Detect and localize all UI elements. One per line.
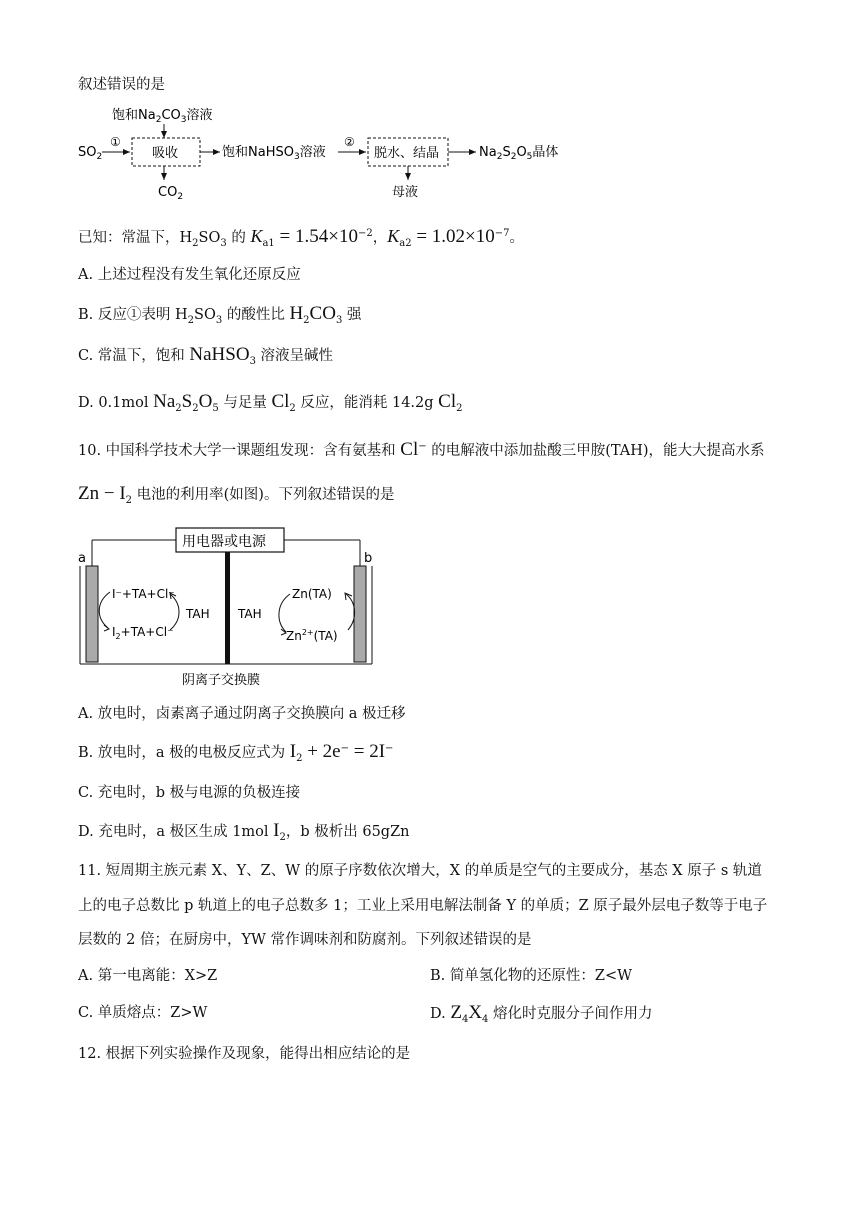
q11-option-a: A. 第一电离能：X>Z xyxy=(78,968,218,984)
q11-option-b: B. 简单氢化物的还原性：Z<W xyxy=(430,968,633,984)
right-top-species: Zn(TA) xyxy=(292,587,332,601)
q11-option-c: C. 单质熔点：Z>W xyxy=(78,1005,208,1021)
tah-left: TAH xyxy=(186,607,210,621)
absorb-label: 吸收 xyxy=(152,146,179,161)
left-top-species: I⁻+TA+Cl⁻ xyxy=(112,587,175,601)
q12-stem: 12. 根据下列实验操作及现象，能得出相应结论的是 xyxy=(78,1046,411,1062)
q9-option-d: D. 0.1mol $Na_2S_2O_5$ 与足量 $Cl_2$ 反应，能消耗 14.2g $Cl_2$ xyxy=(78,391,463,414)
q11-option-d: D. $Z_4X_4$ 熔化时克服分子间作用力 xyxy=(430,1002,653,1025)
q10-option-d: D. 充电时，a 极区生成 1mol $I_2$，b 极析出 65gZn xyxy=(78,820,410,843)
device-label: 用电器或电源 xyxy=(182,534,266,550)
co2-label: $CO_2$ xyxy=(158,185,184,200)
anion-membrane xyxy=(225,552,230,664)
product-label: $Na_2S_2O_5$晶体 xyxy=(479,145,559,162)
q10-stem-line1: 10. 中国科学技术大学一课题组发现：含有氨基和 Cl− 的电解液中添加盐酸三甲胺(TAH)，能大大提高水系 xyxy=(78,439,765,460)
q9-flow-diagram xyxy=(74,100,594,200)
q11-stem-line1: 11. 短周期主族元素 X、Y、Z、W 的原子序数依次增大，X 的单质是空气的主要成分，基态 X 原子 s 轨道 xyxy=(78,863,762,879)
q10-option-b: B. 放电时，a 极的电极反应式为 $I_2 + 2e^- = 2I^-$ xyxy=(78,741,394,764)
q10-stem-line2: $Zn - I_2$ 电池的利用率(如图)。下列叙述错误的是 xyxy=(78,483,395,506)
q9-option-b: B. 反应①表明 $H_2SO_3$ 的酸性比 $H_2CO_3$ 强 xyxy=(78,303,362,326)
right-bottom-species: $Zn^{2+}(TA)$ xyxy=(286,628,338,643)
mother-label: 母液 xyxy=(392,185,419,200)
q11-stem-line2: 上的电子总数比 p 轨道上的电子总数多 1；工业上采用电解法制备 Y 的单质；Z 原子最外层电子数等于电子 xyxy=(78,898,768,914)
electrode-a-label: a xyxy=(78,551,86,566)
tah-right: TAH xyxy=(238,607,262,621)
so2-label: $SO_2$ xyxy=(78,145,103,162)
electrode-a xyxy=(86,566,98,662)
q11-stem-line3: 层数的 2 倍；在厨房中，YW 常作调味剂和防腐剂。下列叙述错误的是 xyxy=(78,932,532,948)
q10-option-a: A. 放电时，卤素离子通过阴离子交换膜向 a 极迁移 xyxy=(78,706,406,722)
left-bottom-species: $I_2+TA+Cl^-$ xyxy=(112,625,174,641)
membrane-label: 阴离子交换膜 xyxy=(182,673,261,688)
q10-battery-diagram xyxy=(74,522,384,690)
q9-option-a: A. 上述过程没有发生氧化还原反应 xyxy=(78,267,301,283)
electrode-b-label: b xyxy=(364,551,373,566)
mid-label: 饱和NaHSO$_3$溶液 xyxy=(222,145,326,162)
step1-label: ① xyxy=(110,135,121,149)
electrode-b xyxy=(354,566,366,662)
q9-known: 已知：常温下，$H_2SO_3$ 的 $K_{a1} = 1.54\times 10^{-2}$，$K_{a2} = 1.02\times 10^{-7}$。 xyxy=(78,226,525,249)
q9-option-c: C. 常温下，饱和 NaHSO$_3$ 溶液呈碱性 xyxy=(78,344,334,367)
feed-label: 饱和$Na_2CO_3$溶液 xyxy=(112,108,213,125)
step2-label: ② xyxy=(344,135,355,149)
q10-option-c: C. 充电时，b 极与电源的负极连接 xyxy=(78,785,301,801)
q9-stem-tail: 叙述错误的是 xyxy=(78,77,165,93)
crystal-label: 脱水、结晶 xyxy=(374,146,440,161)
